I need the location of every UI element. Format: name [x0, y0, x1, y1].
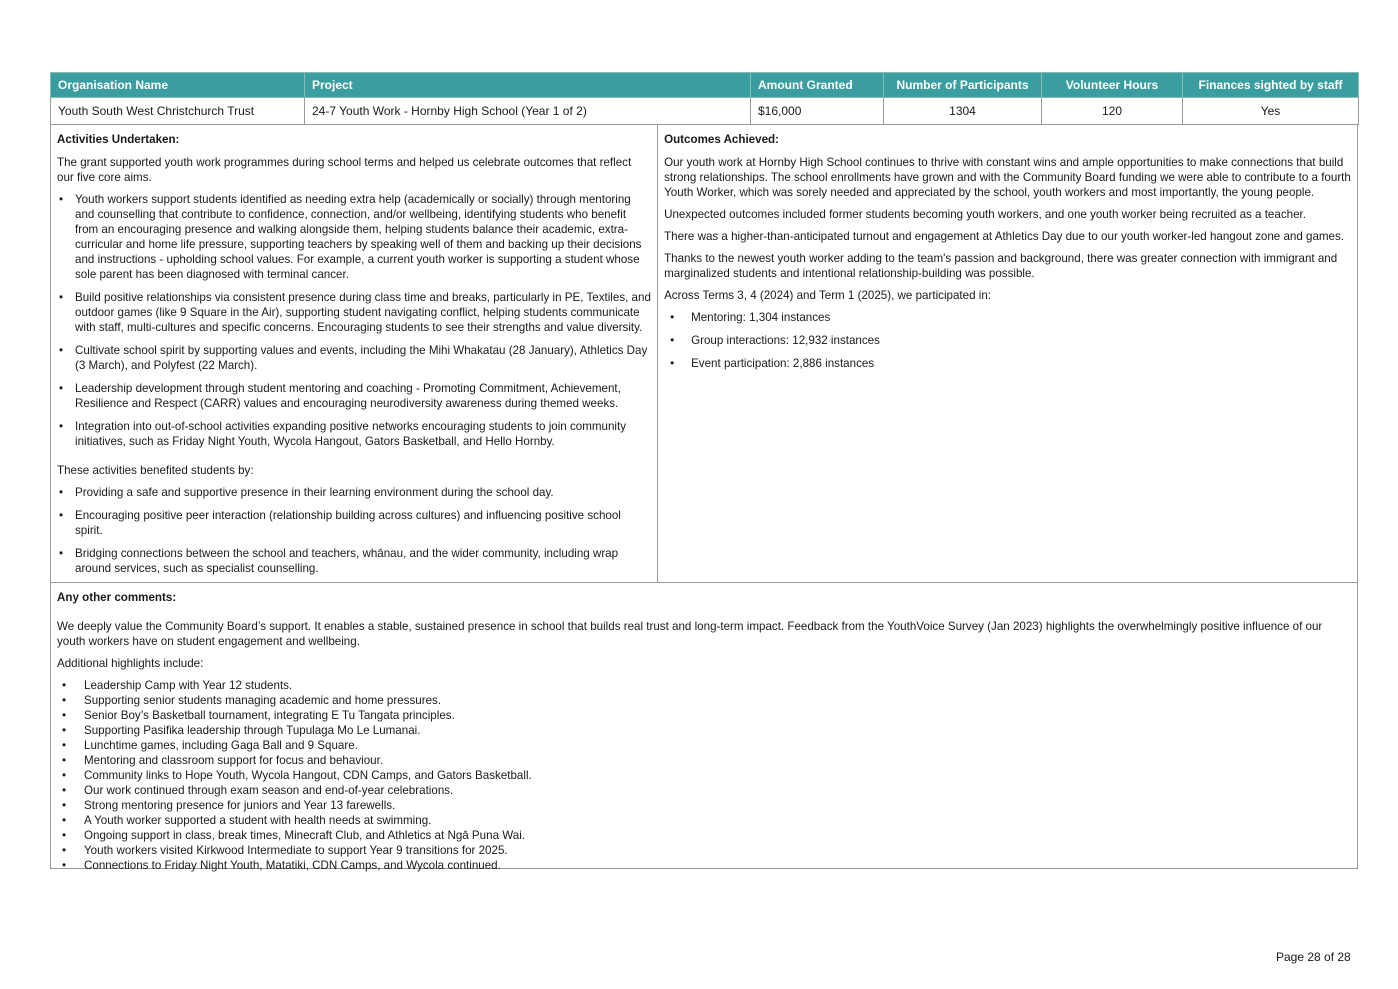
list-item: • Senior Boy’s Basketball tournament, integrating E Tu Tangata principles.: [57, 708, 1351, 723]
list-item: • Strong mentoring presence for juniors and Year 13 farewells.: [57, 798, 1351, 813]
comments-intro: We deeply value the Community Board’s support. It enables a stable, sustained presence in school that builds real trust and long-term impact. Feedback from the YouthVoice Survey (Jan 2023) highlights the overwhelmingly positive influence of our youth workers have on student engagement and wellbeing.: [57, 620, 1323, 648]
details-grid: [50, 125, 1358, 583]
table-header-row: [51, 73, 1359, 98]
stats-list: [664, 310, 1351, 371]
list-item: • Youth workers support students identified as needing extra help (academically or socially) through mentoring and counselling that contribute to confidence, connection, and/or wellbeing, identifying students who benefit from an encouraging presence and walking alongside them, helping students balance their academic, extra-curricular and home life pressure, supporting teachers by speaking well of them and backing up their decisions and instructions - upholding school values. For example, a current youth worker is supporting a student whose sole parent has been diagnosed with terminal cancer.: [57, 192, 651, 282]
report-page: [50, 72, 1358, 872]
list-item: • Bridging connections between the school and teachers, whānau, and the wider community, including wrap around services, such as specialist counselling.: [57, 546, 651, 576]
list-item: • Integration into out-of-school activities expanding positive networks encouraging students to join community initiatives, such as Friday Night Youth, Wycola Hangout, Gators Basketball, and Hello Hornby.: [57, 419, 651, 449]
page-number: Page 28 of 28: [1276, 950, 1351, 964]
list-item: • Mentoring: 1,304 instances: [664, 310, 1351, 325]
outcomes-paragraph: Unexpected outcomes included former students becoming youth workers, and one youth worker being recruited as a teacher.: [664, 208, 1306, 221]
list-item: • Providing a safe and supportive presence in their learning environment during the school day.: [57, 485, 651, 500]
highlights-list: [57, 678, 1351, 873]
activities-list: [57, 192, 651, 449]
list-item: • Build positive relationships via consistent presence during class time and breaks, particularly in PE, Textiles, and outdoor games (like 9 Square in the Air), supporting student navigating conflict, helping students communicate with staff, multi-cultures and specific concerns. Encouraging students to see their strengths and value diversity.: [57, 290, 651, 335]
list-item: • Leadership development through student mentoring and coaching - Promoting Commitment, Achievement, Resilience and Respect (CARR) values and encouraging neurodiversity awareness during themed weeks.: [57, 381, 651, 411]
col-header-finances: Finances sighted by staff: [1183, 73, 1359, 98]
cell-participants: 1304: [884, 98, 1042, 125]
highlights-intro: Additional highlights include:: [57, 657, 204, 670]
outcomes-paragraph: Across Terms 3, 4 (2024) and Term 1 (2025), we participated in:: [664, 289, 992, 302]
list-item: • Lunchtime games, including Gaga Ball and 9 Square.: [57, 738, 1351, 753]
list-item: • A Youth worker supported a student with health needs at swimming.: [57, 813, 1351, 828]
list-item: • Leadership Camp with Year 12 students.: [57, 678, 1351, 693]
outcomes-paragraph: Our youth work at Hornby High School continues to thrive with constant wins and ample opportunities to make connections that build strong relationships. The school enrollments have grown and with the Community Board funding we were able to contribute to a fourth Youth Worker, which was sorely needed and appreciated by the school, youth workers and most importantly, the young people.: [664, 156, 1351, 199]
list-item: • Group interactions: 12,932 instances: [664, 333, 1351, 348]
list-item: • Encouraging positive peer interaction (relationship building across cultures) and influencing positive school spirit.: [57, 508, 651, 538]
list-item: • Cultivate school spirit by supporting values and events, including the Mihi Whakatau (28 January), Athletics Day (3 March), and Polyfest (22 March).: [57, 343, 651, 373]
activities-title: Activities Undertaken:: [57, 133, 180, 146]
outcomes-paragraph: Thanks to the newest youth worker adding to the team's passion and background, there was greater connection with immigrant and marginalized students and intentional relationship-building was possible.: [664, 252, 1338, 280]
col-header-participants: Number of Participants: [884, 73, 1042, 98]
list-item: • Supporting senior students managing academic and home pressures.: [57, 693, 1351, 708]
col-header-volunteer-hours: Volunteer Hours: [1042, 73, 1183, 98]
list-item: • Mentoring and classroom support for focus and behaviour.: [57, 753, 1351, 768]
cell-amount: $16,000: [751, 98, 884, 125]
list-item: • Connections to Friday Night Youth, Matatiki, CDN Camps, and Wycola continued.: [57, 858, 1351, 873]
table-row: [51, 98, 1359, 125]
cell-project: 24-7 Youth Work - Hornby High School (Year 1 of 2): [305, 98, 751, 125]
outcomes-section: [658, 125, 1357, 582]
list-item: • Our work continued through exam season and end-of-year celebrations.: [57, 783, 1351, 798]
col-header-project: Project: [305, 73, 751, 98]
cell-finances: Yes: [1183, 98, 1359, 125]
benefits-list: [57, 485, 651, 576]
list-item: • Supporting Pasifika leadership through Tupulaga Mo Le Lumanai.: [57, 723, 1351, 738]
grant-summary-table: [50, 72, 1359, 125]
cell-volunteer-hours: 120: [1042, 98, 1183, 125]
outcomes-title: Outcomes Achieved:: [664, 133, 779, 146]
col-header-organisation: Organisation Name: [51, 73, 305, 98]
list-item: • Community links to Hope Youth, Wycola Hangout, CDN Camps, and Gators Basketball.: [57, 768, 1351, 783]
activities-section: [51, 125, 658, 582]
list-item: • Event participation: 2,886 instances: [664, 356, 1351, 371]
comments-title: Any other comments:: [57, 591, 177, 604]
col-header-amount: Amount Granted: [751, 73, 884, 98]
outcomes-paragraph: There was a higher-than-anticipated turnout and engagement at Athletics Day due to our youth worker-led hangout zone and games.: [664, 230, 1345, 243]
list-item: • Ongoing support in class, break times, Minecraft Club, and Athletics at Ngā Puna Wai.: [57, 828, 1351, 843]
activities-intro: The grant supported youth work programmes during school terms and helped us celebrate outcomes that reflect our five core aims.: [57, 156, 632, 184]
cell-organisation: Youth South West Christchurch Trust: [51, 98, 305, 125]
list-item: • Youth workers visited Kirkwood Intermediate to support Year 9 transitions for 2025.: [57, 843, 1351, 858]
comments-section: [50, 583, 1358, 872]
benefit-intro: These activities benefited students by:: [57, 464, 254, 477]
